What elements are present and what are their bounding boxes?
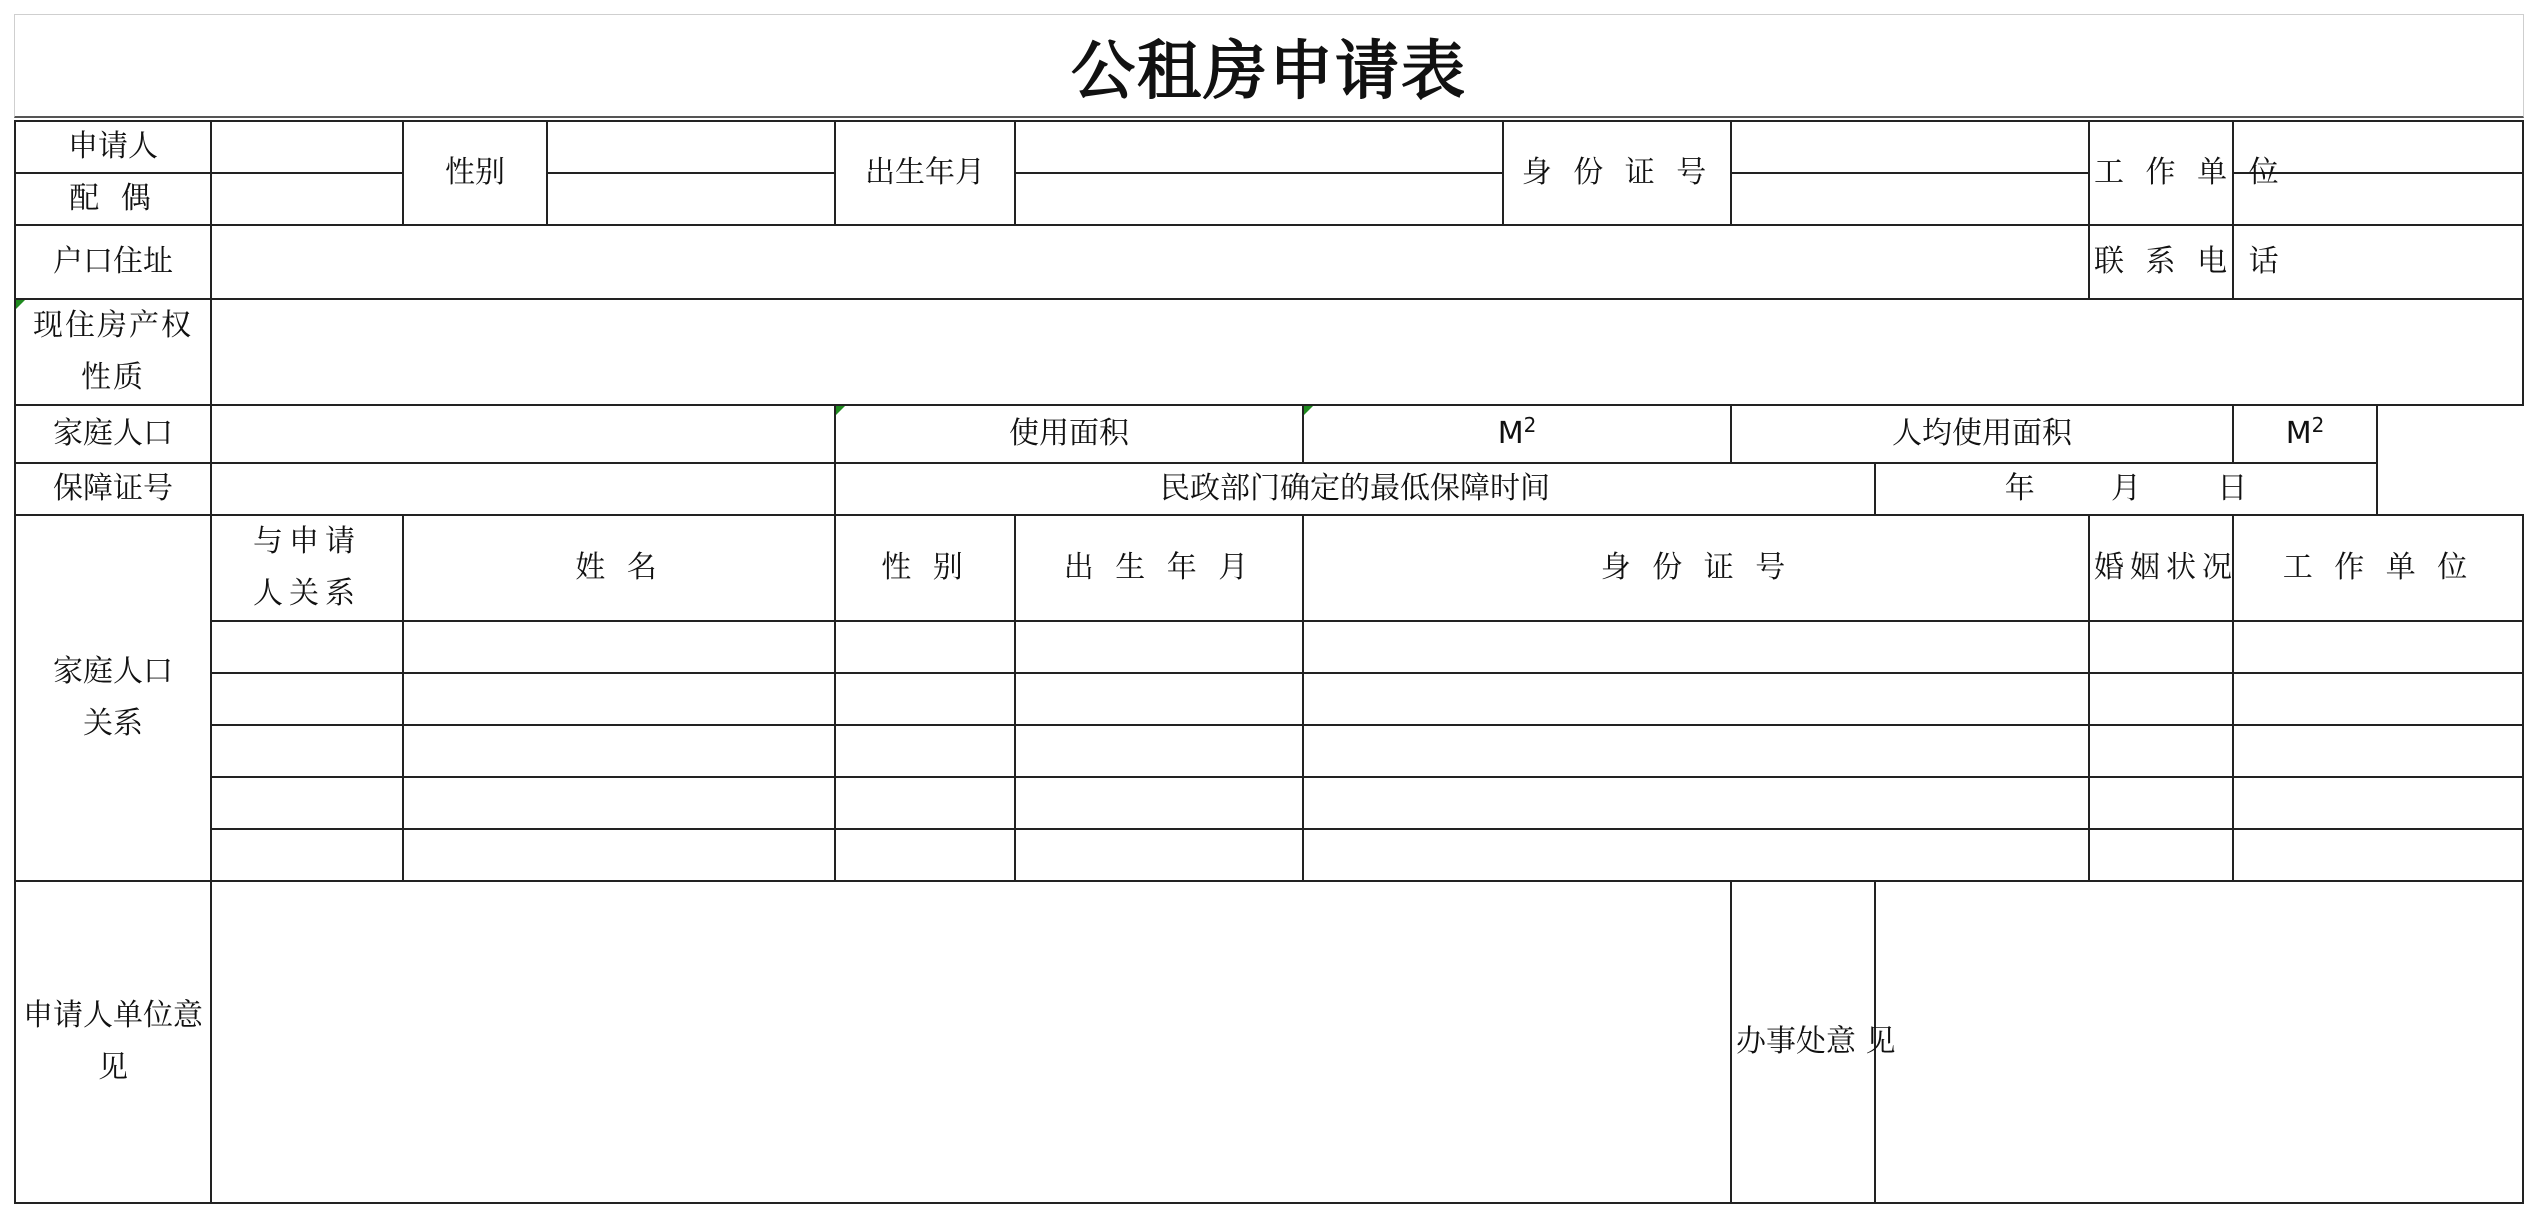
header-marital-status: 婚姻状况 — [2089, 515, 2233, 621]
employer-cell[interactable] — [2233, 621, 2523, 673]
birth-cell[interactable] — [1015, 777, 1303, 829]
family-size-cell[interactable] — [211, 405, 835, 463]
birth-cell[interactable] — [1015, 673, 1303, 725]
employer-opinion-label: 申请人单位意见 — [15, 881, 211, 1203]
security-cert-cell[interactable] — [211, 463, 835, 515]
relation-cell[interactable] — [211, 725, 403, 777]
relation-cell[interactable] — [211, 777, 403, 829]
employer-label: 工 作 单 位 — [2089, 121, 2233, 225]
area-unit-sup: 2 — [1523, 413, 1537, 437]
per-capita-area-cell[interactable] — [2233, 405, 2377, 463]
id-number-label: 身 份 证 号 — [1503, 121, 1731, 225]
header-gender: 性 别 — [835, 515, 1015, 621]
employer-cell[interactable] — [2233, 777, 2523, 829]
phone-cell[interactable] — [2233, 225, 2523, 299]
form-sheet — [14, 14, 2524, 1204]
marital-cell[interactable] — [2089, 829, 2233, 881]
relation-cell[interactable] — [211, 673, 403, 725]
marital-cell[interactable] — [2089, 673, 2233, 725]
gender-cell[interactable] — [835, 777, 1015, 829]
min-security-date-cell[interactable]: 年 月 日 — [1875, 463, 2377, 515]
gender-cell[interactable] — [835, 621, 1015, 673]
property-nature-cell[interactable] — [211, 299, 2523, 405]
area-unit: M — [1497, 416, 1524, 451]
name-cell[interactable] — [403, 777, 835, 829]
table-row — [15, 725, 2523, 777]
applicant-name-cell[interactable] — [211, 121, 403, 173]
spouse-employer-cell[interactable] — [2233, 173, 2523, 225]
address-label: 户口住址 — [15, 225, 211, 299]
name-cell[interactable] — [403, 829, 835, 881]
employer-cell[interactable] — [2233, 829, 2523, 881]
employer-cell[interactable] — [2233, 725, 2523, 777]
gender-cell[interactable] — [835, 829, 1015, 881]
table-row — [15, 621, 2523, 673]
header-id-number: 身 份 证 号 — [1303, 515, 2089, 621]
birth-cell[interactable] — [1015, 621, 1303, 673]
header-relation: 与申请人关系 — [211, 515, 403, 621]
spouse-birth-cell[interactable] — [1015, 173, 1503, 225]
id-cell[interactable] — [1303, 725, 2089, 777]
cell-comment-marker — [1304, 406, 1313, 415]
property-nature-label: 现住房产权性质 — [15, 299, 211, 405]
spouse-gender-cell[interactable] — [547, 173, 835, 225]
address-cell[interactable] — [211, 225, 2089, 299]
applicant-label: 申请人 — [15, 121, 211, 173]
gender-label: 性别 — [403, 121, 547, 225]
name-cell[interactable] — [403, 673, 835, 725]
id-cell[interactable] — [1303, 829, 2089, 881]
family-size-label: 家庭人口 — [15, 405, 211, 463]
birth-label: 出生年月 — [835, 121, 1015, 225]
office-opinion-cell[interactable] — [1875, 881, 2523, 1203]
gender-cell[interactable] — [835, 725, 1015, 777]
id-cell[interactable] — [1303, 777, 2089, 829]
phone-label: 联 系 电 话 — [2089, 225, 2233, 299]
employer-opinion-cell[interactable] — [211, 881, 1731, 1203]
spouse-name-cell[interactable] — [211, 173, 403, 225]
per-capita-unit: M — [2285, 416, 2312, 451]
gender-cell[interactable] — [835, 673, 1015, 725]
per-capita-area-label: 人均使用面积 — [1731, 405, 2233, 463]
marital-cell[interactable] — [2089, 777, 2233, 829]
min-security-time-label: 民政部门确定的最低保障时间 — [835, 463, 1875, 515]
form-title: 公租房申请表 — [1071, 34, 1467, 109]
area-cell[interactable] — [1303, 405, 1731, 463]
header-name: 姓 名 — [403, 515, 835, 621]
applicant-employer-cell[interactable] — [2233, 121, 2523, 173]
area-label: 使用面积 — [835, 405, 1303, 463]
family-relations-label: 家庭人口关系 — [15, 515, 211, 881]
marital-cell[interactable] — [2089, 725, 2233, 777]
table-row — [15, 777, 2523, 829]
relation-cell[interactable] — [211, 829, 403, 881]
birth-cell[interactable] — [1015, 829, 1303, 881]
relation-cell[interactable] — [211, 621, 403, 673]
title-bar — [14, 14, 2524, 118]
applicant-id-cell[interactable] — [1731, 121, 2089, 173]
applicant-gender-cell[interactable] — [547, 121, 835, 173]
name-cell[interactable] — [403, 725, 835, 777]
security-cert-label: 保障证号 — [15, 463, 211, 515]
application-table — [14, 120, 2524, 1204]
spouse-label: 配 偶 — [15, 173, 211, 225]
header-birth: 出 生 年 月 — [1015, 515, 1303, 621]
spouse-id-cell[interactable] — [1731, 173, 2089, 225]
per-capita-unit-sup: 2 — [2311, 413, 2325, 437]
cell-comment-marker — [836, 406, 845, 415]
table-row — [15, 673, 2523, 725]
employer-cell[interactable] — [2233, 673, 2523, 725]
id-cell[interactable] — [1303, 621, 2089, 673]
name-cell[interactable] — [403, 621, 835, 673]
header-employer: 工 作 单 位 — [2233, 515, 2523, 621]
applicant-birth-cell[interactable] — [1015, 121, 1503, 173]
cell-comment-marker — [16, 300, 25, 309]
office-opinion-label: 办事处意 见 — [1731, 881, 1875, 1203]
id-cell[interactable] — [1303, 673, 2089, 725]
birth-cell[interactable] — [1015, 725, 1303, 777]
marital-cell[interactable] — [2089, 621, 2233, 673]
table-row — [15, 829, 2523, 881]
